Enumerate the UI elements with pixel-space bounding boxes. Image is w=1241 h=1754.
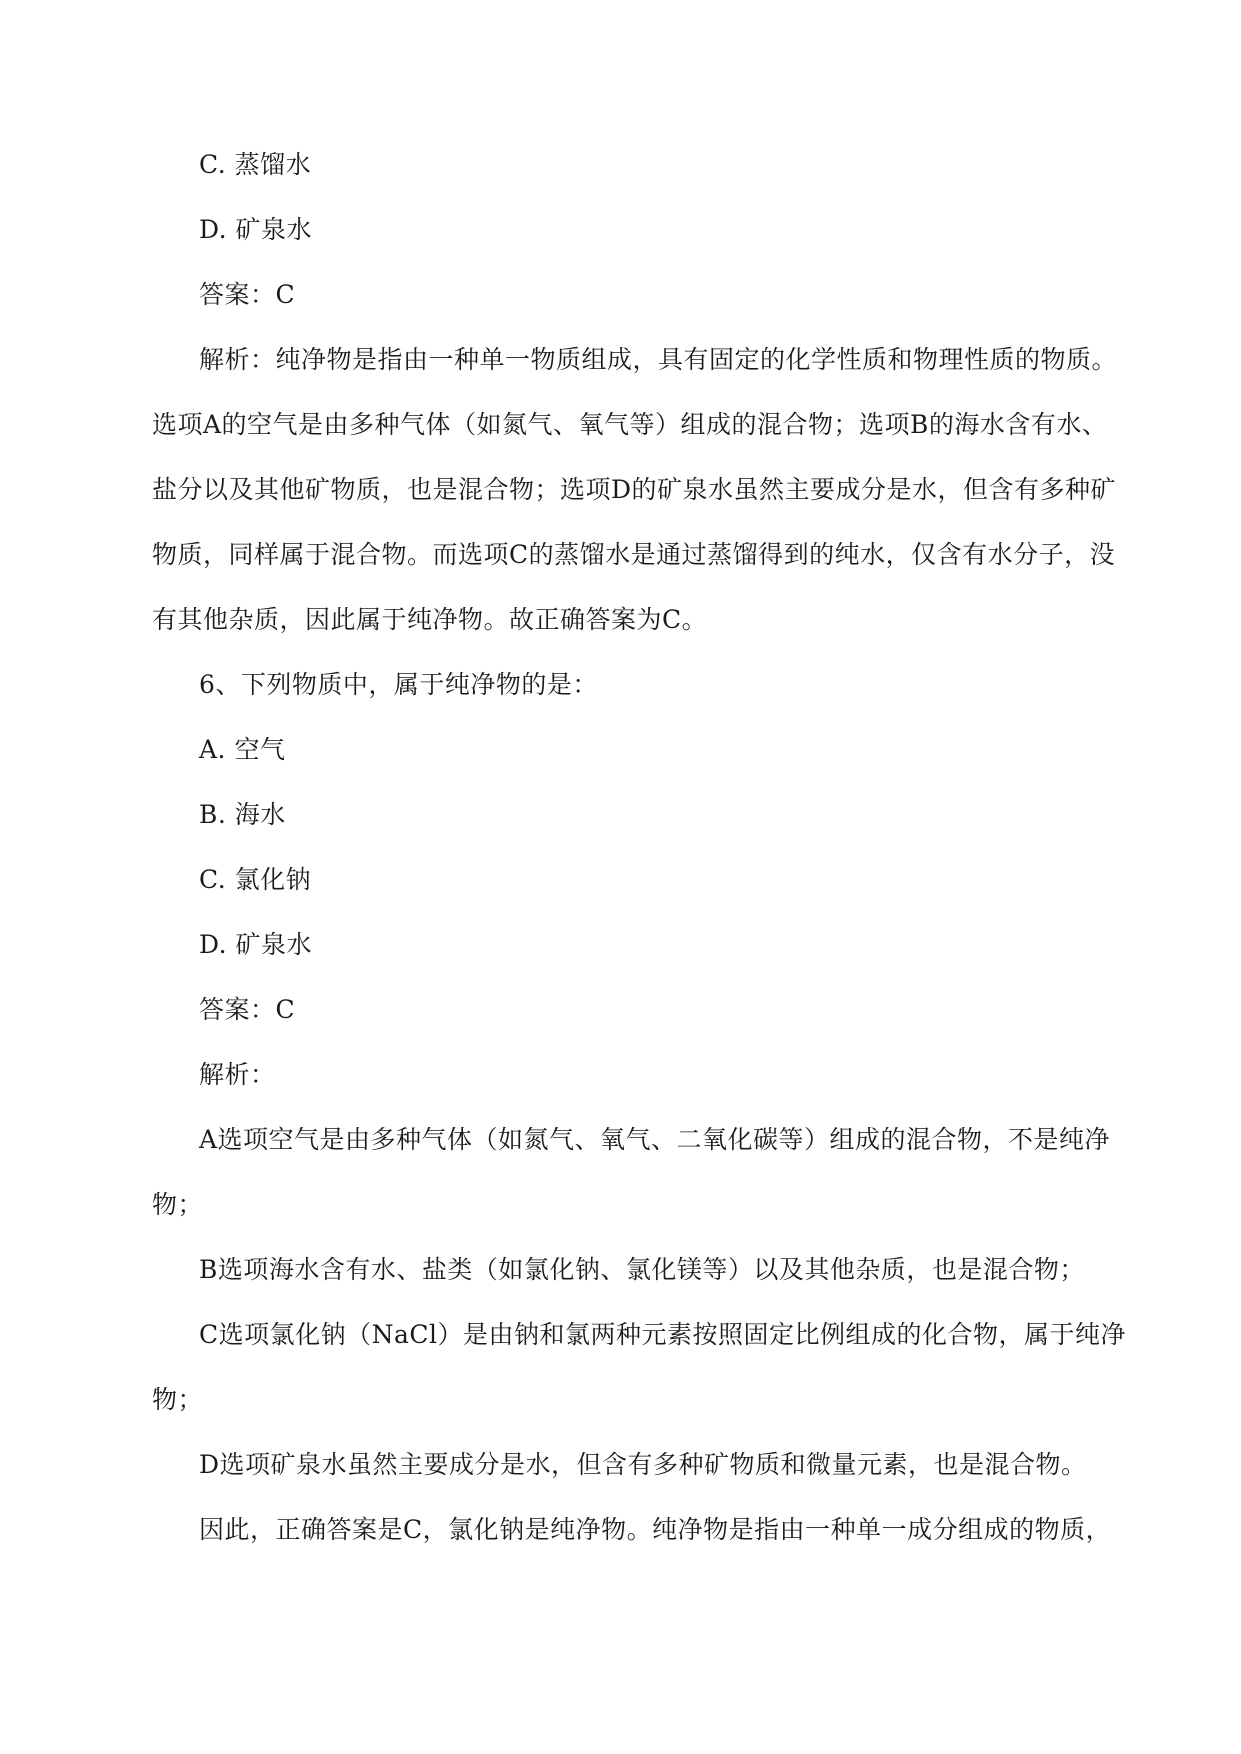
- analysis-line-4: 物质，同样属于混合物。而选项C的蒸馏水是通过蒸馏得到的纯水，仅含有水分子，没: [152, 540, 1116, 569]
- analysis-line-1: 解析：纯净物是指由一种单一物质组成，具有固定的化学性质和物理性质的物质。: [199, 345, 1118, 374]
- analysis-c-line-1: C选项氯化钠（NaCl）是由钠和氯两种元素按照固定比例组成的化合物，属于纯净: [199, 1320, 1127, 1349]
- conclusion-line: 因此，正确答案是C，氯化钠是纯净物。纯净物是指由一种单一成分组成的物质，: [199, 1515, 1112, 1544]
- analysis-a-line-2: 物；: [152, 1190, 204, 1219]
- option-b-seawater: B. 海水: [199, 800, 286, 829]
- option-d-mineral-water: D. 矿泉水: [199, 215, 313, 244]
- option-c-distilled-water: C. 蒸馏水: [199, 150, 312, 179]
- analysis-line-3: 盐分以及其他矿物质，也是混合物；选项D的矿泉水虽然主要成分是水，但含有多种矿: [152, 475, 1117, 504]
- analysis-a-line-1: A选项空气是由多种气体（如氮气、氧气、二氧化碳等）组成的混合物，不是纯净: [199, 1125, 1111, 1154]
- answer-line: 答案：C: [199, 280, 296, 309]
- option-c-sodium-chloride: C. 氯化钠: [199, 865, 312, 894]
- analysis-d: D选项矿泉水虽然主要成分是水，但含有多种矿物质和微量元素，也是混合物。: [199, 1450, 1087, 1479]
- analysis-line-5: 有其他杂质，因此属于纯净物。故正确答案为C。: [152, 605, 708, 634]
- analysis-b: B选项海水含有水、盐类（如氯化钠、氯化镁等）以及其他杂质，也是混合物；: [199, 1255, 1085, 1284]
- answer-line-2: 答案：C: [199, 995, 296, 1024]
- analysis-line-2: 选项A的空气是由多种气体（如氮气、氧气等）组成的混合物；选项B的海水含有水、: [152, 410, 1108, 439]
- analysis-c-line-2: 物；: [152, 1385, 204, 1414]
- option-d-mineral-water-2: D. 矿泉水: [199, 930, 313, 959]
- question-6: 6、下列物质中，属于纯净物的是：: [199, 670, 598, 699]
- analysis-heading: 解析：: [199, 1060, 276, 1089]
- option-a-air: A. 空气: [199, 735, 286, 764]
